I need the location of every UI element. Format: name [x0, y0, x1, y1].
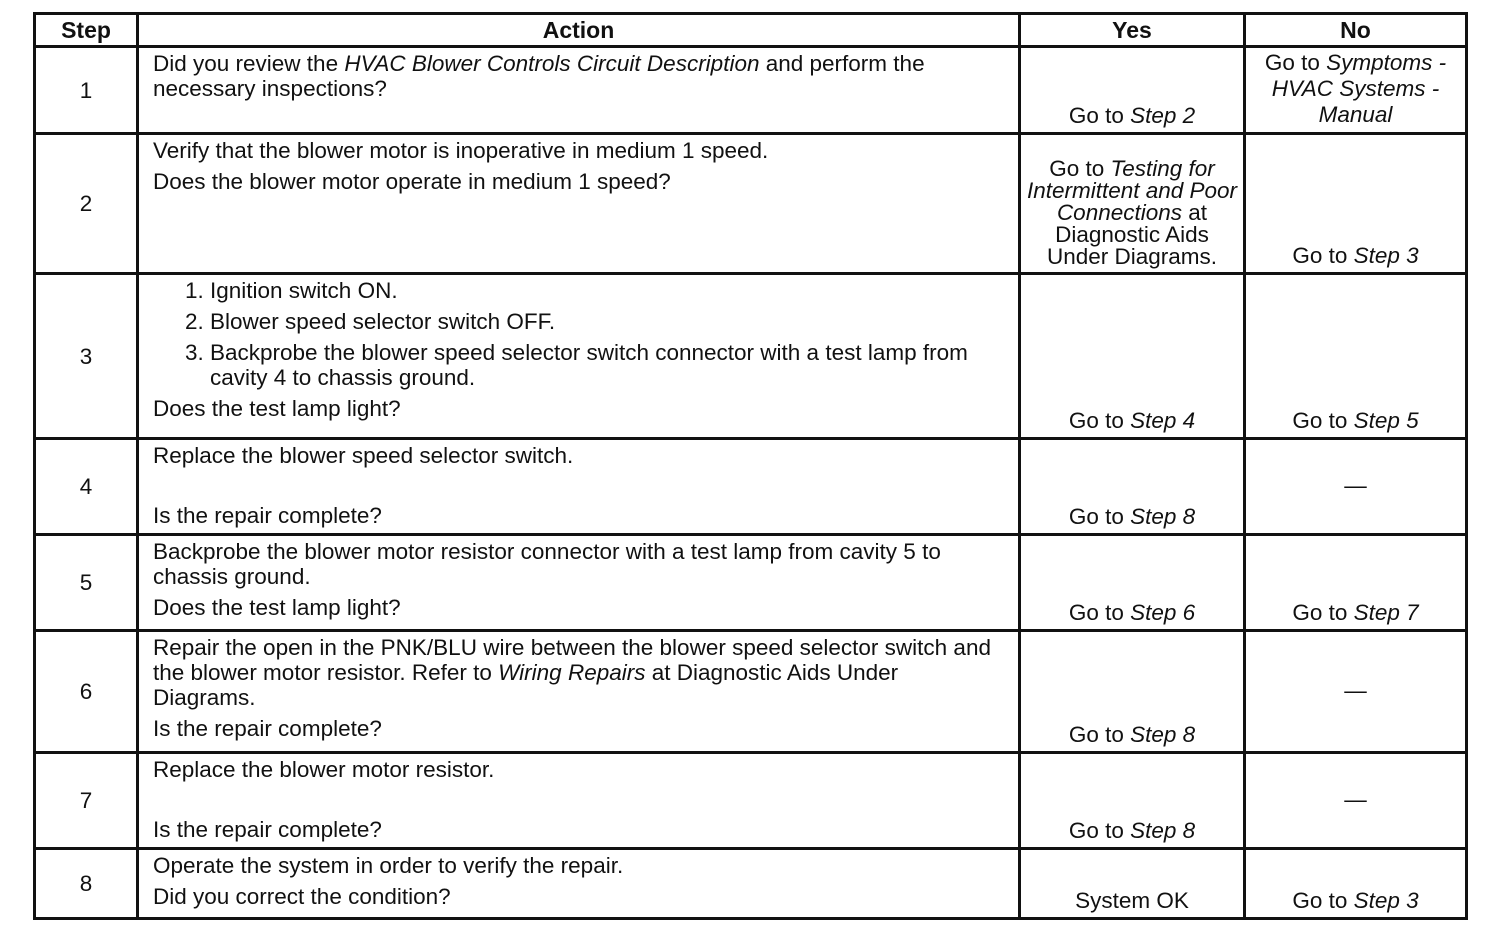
header-no: No [1245, 14, 1467, 47]
dash-mark: — [1344, 787, 1367, 812]
no-cell [1245, 631, 1467, 753]
action-text: Repair the open in the PNK/BLU wire between the blower speed selector switch and the blower motor resistor. Refer to Wiring Repairs at Diagnostic Aids Under Diagrams. [153, 635, 991, 710]
dash-mark: — [1344, 473, 1367, 498]
action-steps-list [153, 278, 1006, 390]
action-cell [138, 134, 1020, 274]
yes-cell: Go to Step 4 [1020, 274, 1245, 439]
step-number: 6 [35, 631, 138, 753]
action-cell [138, 47, 1020, 134]
no-cell: Go to Symptoms - HVAC Systems - Manual [1245, 47, 1467, 134]
action-cell [138, 753, 1020, 849]
list-item: 3. Backprobe the blower speed selector switch connector with a test lamp from cavity 4 to chassis ground. [210, 340, 1006, 390]
step-number: 4 [35, 439, 138, 535]
action-cell [138, 439, 1020, 535]
no-cell: Go to Step 7 [1245, 535, 1467, 631]
action-text: Replace the blower motor resistor. [153, 757, 495, 782]
table-row [35, 274, 1467, 439]
header-yes: Yes [1020, 14, 1245, 47]
table-row [35, 439, 1467, 535]
action-text: Operate the system in order to verify the repair. [153, 853, 624, 878]
yes-cell: System OK [1020, 849, 1245, 919]
step-number: 2 [35, 134, 138, 274]
header-row [35, 14, 1467, 47]
action-text: Replace the blower speed selector switch. [153, 443, 574, 468]
action-question: Is the repair complete? [153, 716, 382, 741]
table-row [35, 47, 1467, 134]
list-item: 1. Ignition switch ON. [210, 278, 1006, 303]
action-question: Does the blower motor operate in medium 1 speed? [153, 169, 671, 194]
yes-cell: Go to Step 6 [1020, 535, 1245, 631]
action-cell [138, 849, 1020, 919]
step-number: 3 [35, 274, 138, 439]
list-item: 2. Blower speed selector switch OFF. [210, 309, 1006, 334]
no-cell [1245, 439, 1467, 535]
action-cell [138, 535, 1020, 631]
no-cell: Go to Step 3 [1245, 134, 1467, 274]
table-row [35, 134, 1467, 274]
action-cell [138, 631, 1020, 753]
diagnostic-table [33, 12, 1468, 920]
header-action: Action [138, 14, 1020, 47]
dash-mark: — [1344, 678, 1367, 703]
action-text: Did you review the HVAC Blower Controls Circuit Description and perform the necessary inspections? [153, 51, 925, 101]
table-row [35, 753, 1467, 849]
yes-cell: Go to Step 8 [1020, 631, 1245, 753]
action-text: Verify that the blower motor is inoperative in medium 1 speed. [153, 138, 769, 163]
action-question: Does the test lamp light? [153, 396, 401, 421]
step-number: 8 [35, 849, 138, 919]
no-cell: Go to Step 3 [1245, 849, 1467, 919]
step-number: 7 [35, 753, 138, 849]
action-question: Is the repair complete? [153, 817, 382, 842]
action-question: Did you correct the condition? [153, 884, 451, 909]
step-number: 1 [35, 47, 138, 134]
no-cell [1245, 753, 1467, 849]
no-cell: Go to Step 5 [1245, 274, 1467, 439]
table-row [35, 631, 1467, 753]
action-cell [138, 274, 1020, 439]
action-text: Backprobe the blower motor resistor connector with a test lamp from cavity 5 to chassis ground. [153, 539, 941, 589]
action-question: Is the repair complete? [153, 503, 382, 528]
table-row [35, 535, 1467, 631]
yes-cell: Go to Testing for Intermittent and Poor Connections at Diagnostic Aids Under Diagrams. [1020, 134, 1245, 274]
table-row [35, 849, 1467, 919]
yes-cell: Go to Step 2 [1020, 47, 1245, 134]
action-question: Does the test lamp light? [153, 595, 401, 620]
yes-cell: Go to Step 8 [1020, 753, 1245, 849]
step-number: 5 [35, 535, 138, 631]
yes-cell: Go to Step 8 [1020, 439, 1245, 535]
header-step: Step [35, 14, 138, 47]
